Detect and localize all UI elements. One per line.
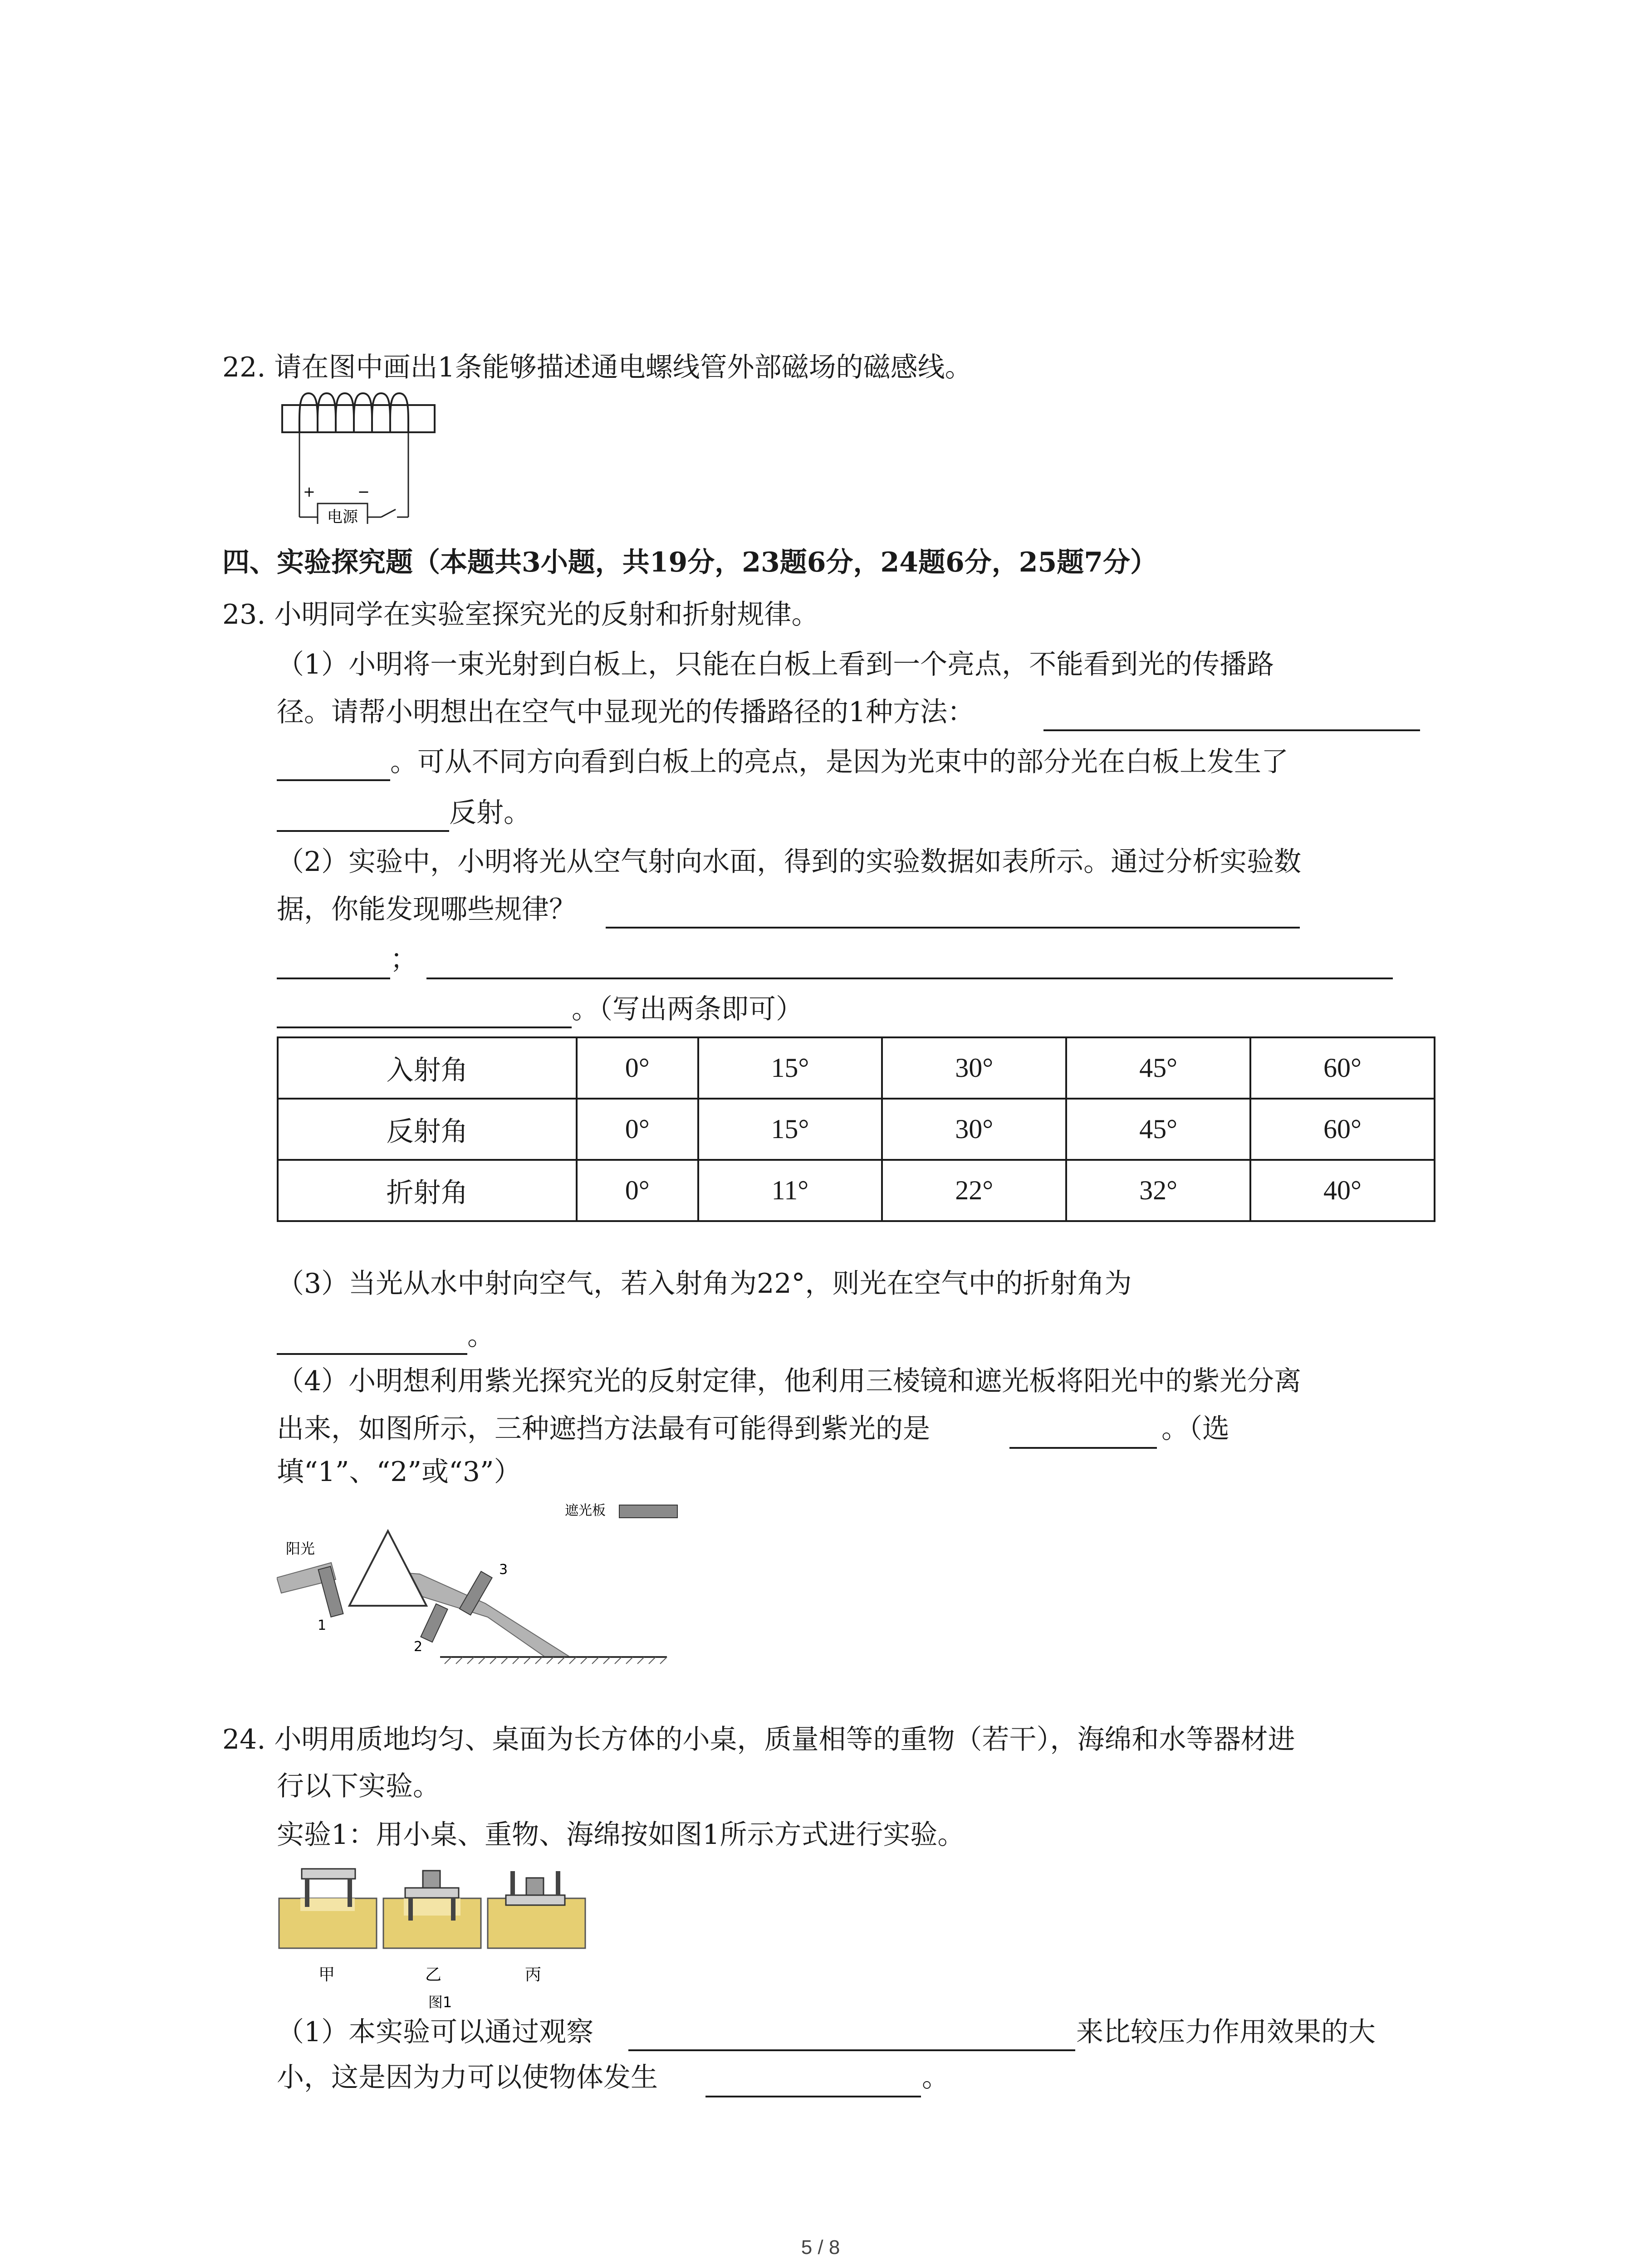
row-header: 折射角: [278, 1160, 577, 1221]
switch-icon: [381, 509, 396, 517]
section-4-title: 四、实验探究题（本题共3小题，共19分，23题6分，24题6分，25题7分）: [222, 547, 1157, 578]
solenoid-coils: [299, 393, 408, 432]
answer-blank[interactable]: [277, 1353, 467, 1355]
page-number: 5 / 8: [801, 2236, 840, 2258]
pressure-figure: [277, 1864, 594, 2014]
answer-blank[interactable]: [277, 830, 449, 832]
table-cell: 11°: [698, 1160, 882, 1221]
q24-stem-line2: 行以下实验。: [277, 1770, 440, 1802]
q23-part2-line3: ；: [390, 943, 417, 975]
answer-blank[interactable]: [1043, 729, 1420, 731]
table-cell: 30°: [882, 1099, 1066, 1160]
table-cell: 60°: [1250, 1037, 1435, 1099]
table-leg: [510, 1871, 515, 1895]
prism-icon: [349, 1531, 426, 1606]
solenoid-circuit-figure: [272, 383, 445, 524]
row-header: 入射角: [278, 1037, 577, 1099]
prism-figure: [277, 1497, 685, 1669]
label-a: 甲: [318, 1965, 335, 1984]
table-cell: 0°: [577, 1099, 698, 1160]
answer-blank[interactable]: [277, 978, 390, 979]
table-row: [278, 1099, 1435, 1160]
ground-hatch: [445, 1657, 667, 1664]
table-top-b: [405, 1888, 459, 1898]
table-leg: [556, 1871, 560, 1895]
board-number-1: 1: [318, 1618, 327, 1633]
q23-part2-line1: （2）实验中，小明将光从空气射向水面，得到的实验数据如表所示。通过分析实验数: [277, 846, 1302, 878]
table-cell: 45°: [1066, 1099, 1250, 1160]
q23-part2-line4: 。（写出两条即可）: [572, 993, 803, 1025]
q23-part4-line2-end: 。（选: [1161, 1413, 1230, 1445]
row-header: 反射角: [278, 1099, 577, 1160]
shade-board-2: [421, 1604, 447, 1642]
table-cell: 0°: [577, 1037, 698, 1099]
power-source-label: 电源: [327, 508, 358, 524]
shade-board-icon: [619, 1505, 677, 1518]
answer-blank[interactable]: [277, 1026, 572, 1028]
shade-board-label: 遮光板: [565, 1503, 606, 1519]
table-cell: 32°: [1066, 1160, 1250, 1221]
table-cell: 15°: [698, 1099, 882, 1160]
answer-blank[interactable]: [606, 927, 1300, 929]
q23-part1-line2: 径。请帮小明想出在空气中显现光的传播路径的1种方法：: [277, 696, 975, 728]
q23-part1-line1: （1）小明将一束光射到白板上，只能在白板上看到一个亮点，不能看到光的传播路: [277, 649, 1274, 680]
weight-c: [526, 1878, 544, 1895]
table-leg: [451, 1898, 456, 1921]
table-cell: 30°: [882, 1037, 1066, 1099]
table-top-a: [302, 1869, 355, 1879]
q23-part3-line2: 。: [467, 1320, 495, 1352]
q23-part2-line2: 据，你能发现哪些规律？: [277, 894, 576, 925]
board-number-3: 3: [499, 1562, 508, 1578]
q23-part1-line3: 。可从不同方向看到白板上的亮点，是因为光束中的部分光在白板上发生了: [390, 746, 1288, 778]
solenoid-core: [282, 405, 435, 432]
table-row: [278, 1160, 1435, 1221]
table-cell: 40°: [1250, 1160, 1435, 1221]
table-row: [278, 1037, 1435, 1099]
table-cell: 0°: [577, 1160, 698, 1221]
table-cell: 45°: [1066, 1037, 1250, 1099]
q23-part4-line1: （4）小明想利用紫光探究光的反射定律，他利用三棱镜和遮光板将阳光中的紫光分离: [277, 1365, 1302, 1397]
label-b: 乙: [425, 1965, 442, 1984]
angle-data-table: [277, 1036, 1435, 1222]
weight-b: [423, 1871, 440, 1888]
q24-part1-line1a: （1）本实验可以通过观察: [277, 2016, 594, 2048]
q24-part1-line2a: 小，这是因为力可以使物体发生: [277, 2062, 658, 2093]
q23-part1-line4: 反射。: [449, 797, 531, 829]
table-leg: [305, 1879, 309, 1907]
q23-part3-line1: （3）当光从水中射向空气，若入射角为22°，则光在空气中的折射角为: [277, 1268, 1132, 1300]
q23-part4-line2: 出来，如图所示，三种遮挡方法最有可能得到紫光的是: [277, 1413, 930, 1445]
answer-blank[interactable]: [1009, 1447, 1157, 1449]
q24-stem-line1: 24. 小明用质地均匀、桌面为长方体的小桌，质量相等的重物（若干），海绵和水等器材进: [222, 1724, 1295, 1755]
table-cell: 15°: [698, 1037, 882, 1099]
table-top-c: [506, 1895, 565, 1905]
table-cell: 60°: [1250, 1099, 1435, 1160]
sunlight-label: 阳光: [286, 1540, 315, 1557]
q22-stem: 22. 请在图中画出1条能够描述通电螺线管外部磁场的磁感线。: [222, 352, 972, 383]
label-c: 丙: [524, 1965, 542, 1984]
plus-label: +: [303, 483, 315, 500]
figure-caption: 图1: [428, 1994, 452, 2011]
q23-stem: 23. 小明同学在实验室探究光的反射和折射规律。: [222, 599, 819, 631]
answer-blank[interactable]: [628, 2049, 1075, 2051]
table-cell: 22°: [882, 1160, 1066, 1221]
minus-label: −: [358, 483, 370, 500]
answer-blank[interactable]: [426, 978, 1393, 979]
table-leg: [408, 1898, 413, 1921]
q24-experiment1: 实验1：用小桌、重物、海绵按如图1所示方式进行实验。: [277, 1819, 965, 1851]
q24-part1-line1b: 来比较压力作用效果的大: [1076, 2016, 1376, 2048]
q24-part1-line2b: 。: [922, 2062, 949, 2093]
shade-board-1: [318, 1566, 343, 1617]
board-number-2: 2: [414, 1639, 423, 1655]
table-leg: [348, 1879, 352, 1907]
q23-part4-line3: 填“1”、“2”或“3”）: [277, 1456, 521, 1488]
answer-blank[interactable]: [705, 2096, 921, 2097]
answer-blank[interactable]: [277, 779, 390, 781]
